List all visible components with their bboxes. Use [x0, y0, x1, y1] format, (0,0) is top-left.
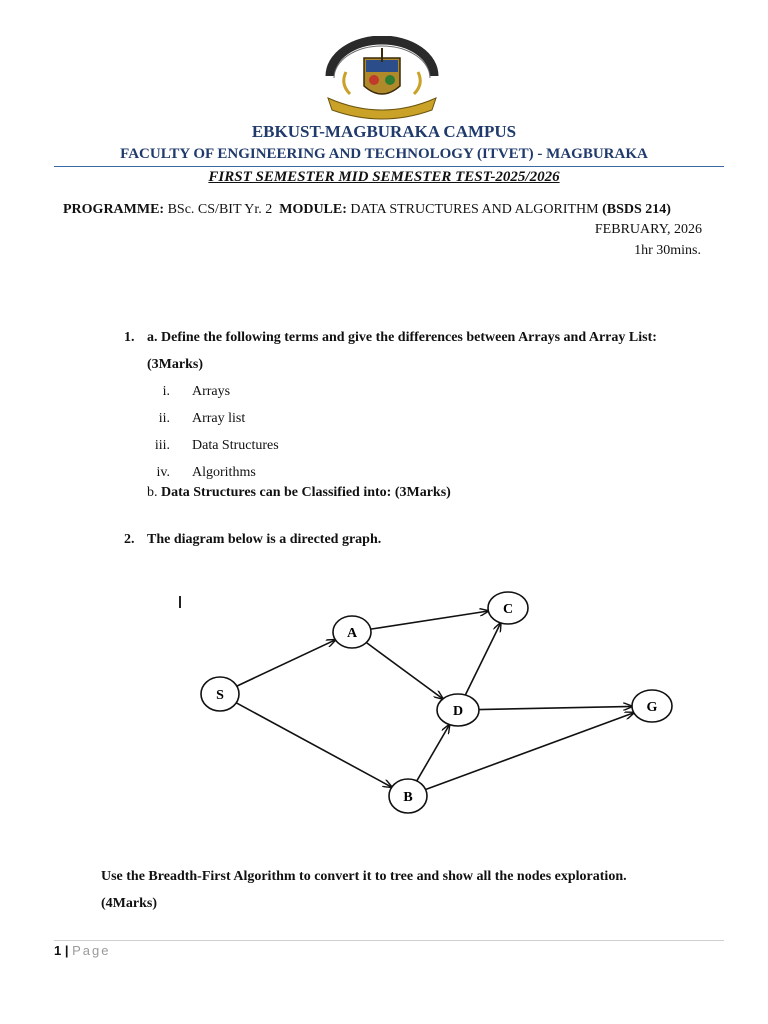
graph-node-label-d: D — [452, 704, 464, 719]
graph-node-label-c: C — [502, 602, 514, 617]
question-1-part-a-marks: (3Marks) — [147, 357, 203, 372]
question-2-marks: (4Marks) — [101, 896, 157, 911]
footer-divider — [54, 940, 724, 941]
graph-edge-d-c — [465, 623, 500, 695]
page-number: 1 — [54, 943, 62, 958]
question-1-number: 1. — [124, 330, 135, 345]
question-1-part-a: a. Define the following terms and give the differences between Arrays and Array List: — [147, 330, 657, 345]
module-code: (BSDS 214) — [602, 202, 671, 217]
list-numeral: i. — [162, 384, 170, 399]
faculty-title: FACULTY OF ENGINEERING AND TECHNOLOGY (ITVET) - MAGBURAKA — [120, 146, 648, 162]
page-label: Page — [72, 943, 111, 958]
graph-edge-a-d — [366, 643, 443, 699]
part-b-prefix: b. — [147, 485, 158, 500]
graph-edge-d-g — [479, 706, 632, 709]
list-numeral: iii. — [154, 438, 170, 453]
graph-edge-a-c — [371, 611, 489, 629]
programme-value: BSc. CS/BIT Yr. 2 — [167, 202, 273, 217]
list-item: Data Structures — [192, 438, 279, 453]
list-item: Arrays — [192, 384, 231, 399]
graph-edge-s-a — [237, 640, 336, 686]
question-2-text: The diagram below is a directed graph. — [147, 532, 382, 547]
graph-node-label-g: G — [646, 700, 658, 715]
university-logo — [320, 36, 444, 120]
question-1-part-b — [147, 485, 451, 501]
page-footer — [54, 943, 111, 958]
programme-label: PROGRAMME: — [63, 202, 165, 217]
exam-duration: 1hr 30mins. — [634, 243, 701, 258]
list-numeral: iv. — [156, 465, 170, 480]
graph-edges — [236, 611, 634, 789]
graph-node-label-s: S — [216, 688, 224, 703]
graph-edge-b-d — [417, 725, 450, 781]
footer-separator: | — [64, 943, 69, 958]
part-b-text: Data Structures can be Classified into: (3Marks) — [161, 485, 451, 500]
graph-edge-s-b — [236, 703, 392, 787]
list-item: Array list — [192, 411, 246, 426]
list-numeral: ii. — [158, 411, 170, 426]
graph-node-label-a: A — [346, 626, 358, 641]
test-title: FIRST SEMESTER MID SEMESTER TEST-2025/2026 — [208, 169, 560, 185]
module-value: DATA STRUCTURES AND ALGORITHM — [350, 202, 599, 217]
header-divider — [54, 166, 724, 167]
question-2-instruction: Use the Breadth-First Algorithm to convert it to tree and show all the nodes exploration. — [101, 869, 627, 884]
graph-node-label-b: B — [403, 790, 413, 805]
list-item: Algorithms — [192, 465, 256, 480]
question-2-number: 2. — [124, 532, 135, 547]
graph-nodes — [201, 592, 672, 813]
directed-graph — [196, 586, 680, 818]
exam-date: FEBRUARY, 2026 — [594, 222, 702, 237]
campus-title: EBKUST-MAGBURAKA CAMPUS — [251, 122, 517, 141]
text-cursor — [179, 596, 181, 608]
programme-line — [63, 202, 671, 218]
module-label: MODULE: — [279, 202, 347, 217]
